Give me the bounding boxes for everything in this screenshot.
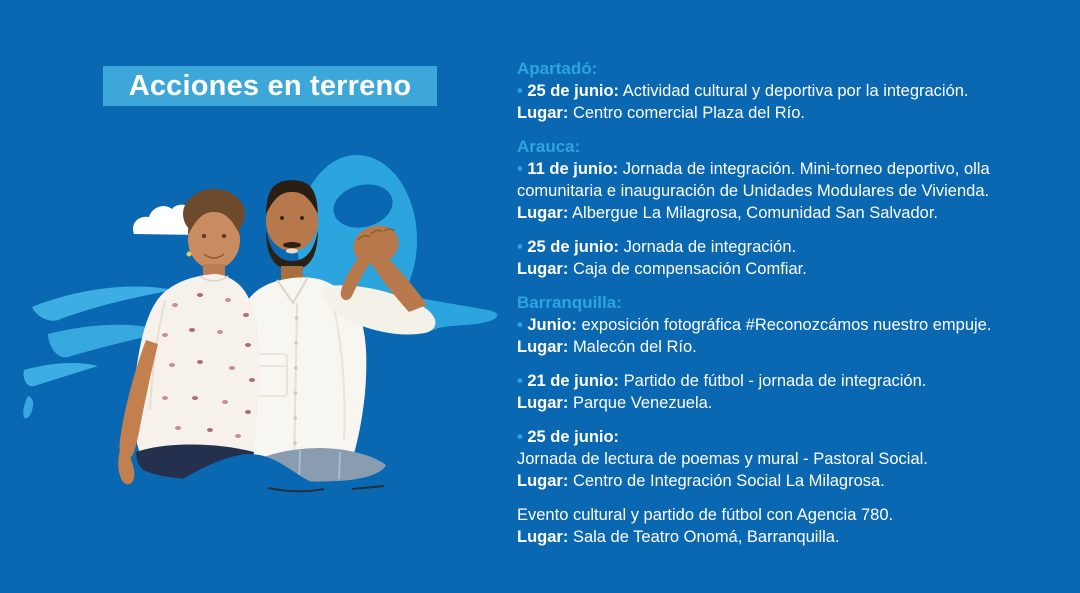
event-location: Parque Venezuela.: [572, 394, 713, 412]
event-date-line: [517, 80, 1044, 102]
bullet-icon: •: [517, 428, 523, 446]
event-location: Albergue La Milagrosa, Comunidad San Salvador.: [572, 204, 939, 222]
event-date-line: [517, 158, 1044, 202]
city-section-apartado: [517, 58, 1044, 124]
location-label: Lugar:: [517, 260, 569, 278]
event-date-line: [517, 370, 1044, 392]
location-label: Lugar:: [517, 104, 569, 122]
location-label: Lugar:: [517, 394, 569, 412]
event-location: Malecón del Río.: [572, 338, 697, 356]
event-date: 25 de junio:: [527, 238, 620, 256]
event: [517, 236, 1044, 280]
background-curve-mask: [48, 454, 454, 593]
location-label: Lugar:: [517, 528, 569, 546]
event-location-line: [517, 102, 1044, 124]
event-location: Centro de Integración Social La Milagrosa.: [572, 472, 885, 490]
page-title-box: [103, 66, 437, 106]
event-location: Sala de Teatro Onomá, Barranquilla.: [572, 528, 840, 546]
event-location-line: [517, 336, 1044, 358]
bullet-icon: •: [517, 316, 523, 334]
bullet-icon: •: [517, 160, 523, 178]
event: [517, 370, 1044, 414]
event-date: Junio:: [527, 316, 577, 334]
event-date: 25 de junio:: [527, 82, 620, 100]
event-description: Jornada de lectura de poemas y mural - Pastoral Social.: [517, 450, 928, 468]
page-title: Acciones en terreno: [128, 69, 412, 102]
event-location: Caja de compensación Comfiar.: [572, 260, 807, 278]
location-label: Lugar:: [517, 204, 569, 222]
bullet-icon: •: [517, 82, 523, 100]
event-location-line: [517, 392, 1044, 414]
city-header: Arauca:: [517, 137, 581, 156]
event-date-line: [517, 426, 1044, 448]
event-date: 21 de junio:: [527, 372, 620, 390]
city-header: Barranquilla:: [517, 293, 622, 312]
event: [517, 314, 1044, 358]
agenda: [517, 58, 1044, 560]
location-label: Lugar:: [517, 338, 569, 356]
location-label: Lugar:: [517, 472, 569, 490]
event: [517, 158, 1044, 224]
city-section-barranquilla: [517, 292, 1044, 548]
event-location-line: [517, 258, 1044, 280]
event-description: Partido de fútbol - jornada de integración.: [623, 372, 927, 390]
event-date: 25 de junio:: [527, 428, 620, 446]
event-description: Jornada de integración.: [623, 238, 797, 256]
event-description: Evento cultural y partido de fútbol con Agencia 780.: [517, 506, 894, 524]
event: [517, 426, 1044, 492]
event-description: exposición fotográfica #Reconozcámos nuestro empuje.: [581, 316, 992, 334]
event: [517, 504, 1044, 548]
event-location-line: [517, 470, 1044, 492]
bullet-icon: •: [517, 372, 523, 390]
event-description-line: [517, 448, 1044, 470]
city-section-arauca: [517, 136, 1044, 280]
event-date: 11 de junio:: [527, 160, 619, 178]
event-description-line: [517, 504, 1044, 526]
event-location-line: [517, 202, 1044, 224]
event-location: Centro comercial Plaza del Río.: [572, 104, 805, 122]
event-description: Jornada de integración. Mini-torneo deportivo, olla comunitaria e inauguración de Unidades Modulares de Vivienda.: [517, 160, 990, 200]
event-date-line: [517, 314, 1044, 336]
event: [517, 80, 1044, 124]
event-location-line: [517, 526, 1044, 548]
event-date-line: [517, 236, 1044, 258]
event-description: Actividad cultural y deportiva por la integración.: [622, 82, 969, 100]
city-header: Apartadó:: [517, 59, 598, 78]
bullet-icon: •: [517, 238, 523, 256]
